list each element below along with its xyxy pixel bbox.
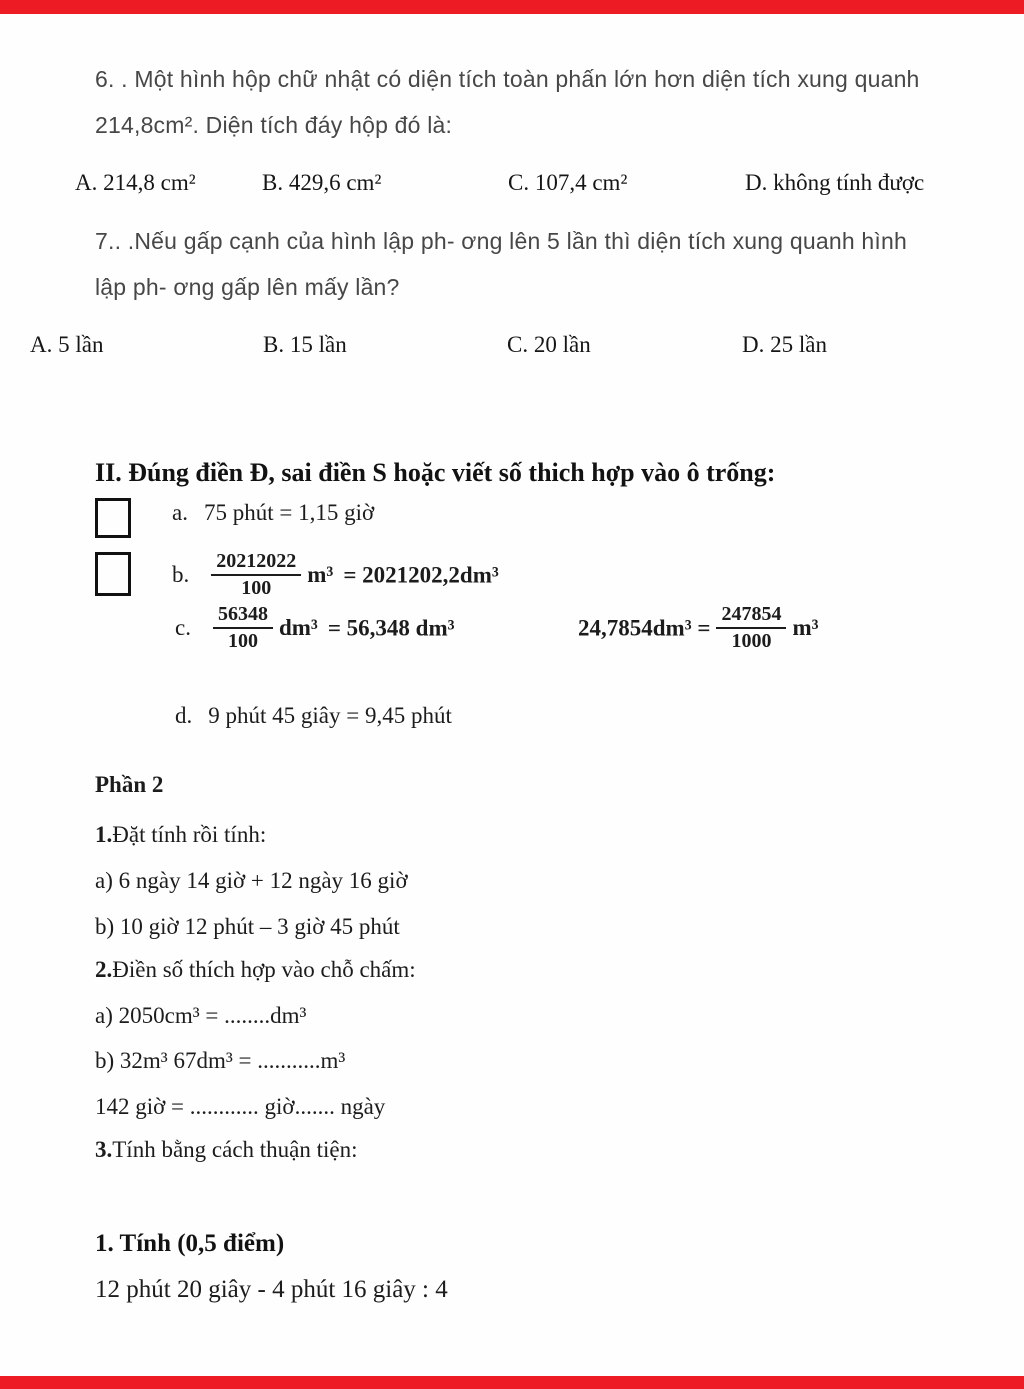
question-7-line-1: 7.. .Nếu gấp cạnh của hình lập ph- ơng lên 5 lần thì diện tích xung quanh hình — [95, 228, 907, 254]
item-b-unit: m³ — [307, 562, 334, 588]
item-d — [175, 703, 452, 729]
task-2-item-c: 142 giờ = ............ giờ....... ngày — [95, 1094, 386, 1119]
task-3-heading — [95, 1137, 358, 1163]
q7-option-b: B. 15 lần — [263, 332, 347, 357]
question-6-line-1: 6. . Một hình hộp chữ nhật có diện tích toàn phấn lớn hơn diện tích xung quanh — [95, 66, 920, 92]
fraction-denominator: 100 — [241, 577, 272, 599]
fraction-denominator: 1000 — [731, 630, 772, 652]
part-2-title: Phần 2 — [95, 772, 164, 797]
item-c-rhs: = 56,348 dm³ — [327, 615, 455, 641]
item-c-fraction — [213, 603, 273, 653]
q6-option-c: C. 107,4 cm² — [508, 170, 628, 195]
task-2-text: Điền số thích hợp vào chỗ chấm: — [112, 957, 416, 982]
task-1-heading — [95, 822, 266, 848]
q6-option-d: D. không tính được — [745, 170, 925, 195]
item-c-unit: dm³ — [278, 615, 318, 641]
q7-option-c: C. 20 lần — [507, 332, 591, 357]
final-expression: 12 phút 20 giây - 4 phút 16 giây : 4 — [95, 1276, 448, 1303]
item-c-label: c. — [175, 615, 191, 641]
task-1-item-a: a) 6 ngày 14 giờ + 12 ngày 16 giờ — [95, 868, 408, 893]
final-heading: 1. Tính (0,5 điểm) — [95, 1230, 285, 1257]
q7-option-a: A. 5 lần — [30, 332, 104, 357]
task-2-item-b: b) 32m³ 67dm³ = ...........m³ — [95, 1048, 346, 1073]
item-c-left — [175, 605, 455, 655]
item-a-label: a. — [172, 500, 188, 525]
task-1-text: Đặt tính rồi tính: — [112, 822, 267, 847]
item-b — [172, 552, 499, 602]
item-c-right-fraction — [716, 603, 786, 653]
fraction-numerator: 20212022 — [211, 550, 301, 576]
item-b-fraction — [211, 550, 301, 600]
item-c-right-lhs: 24,7854dm³ = — [578, 615, 711, 641]
q7-option-d: D. 25 lần — [742, 332, 827, 357]
blank-checkbox-a — [95, 498, 131, 538]
fraction-numerator: 56348 — [213, 603, 273, 629]
q6-option-b: B. 429,6 cm² — [262, 170, 382, 195]
task-2-item-a: a) 2050cm³ = ........dm³ — [95, 1003, 307, 1028]
task-2-number: 2. — [95, 957, 113, 982]
item-c-right — [578, 605, 829, 655]
item-b-rhs: = 2021202,2dm³ — [343, 562, 499, 588]
bottom-red-bar — [0, 1376, 1024, 1389]
item-d-text: 9 phút 45 giây = 9,45 phút — [208, 703, 452, 728]
q6-option-a: A. 214,8 cm² — [75, 170, 196, 195]
task-1-number: 1. — [95, 822, 113, 847]
item-a — [172, 500, 374, 526]
task-2-heading — [95, 957, 416, 983]
item-c-right-unit: m³ — [792, 615, 819, 641]
top-red-bar — [0, 0, 1024, 14]
fraction-numerator: 247854 — [716, 603, 786, 629]
question-6-options — [0, 170, 1024, 204]
fraction-denominator: 100 — [227, 630, 258, 652]
question-7-line-2: lập ph- ơng gấp lên mấy lần? — [95, 274, 400, 300]
blank-checkbox-b — [95, 552, 131, 596]
task-3-text: Tính bằng cách thuận tiện: — [112, 1137, 358, 1162]
item-d-label: d. — [175, 703, 193, 728]
task-3-number: 3. — [95, 1137, 113, 1162]
item-a-text: 75 phút = 1,15 giờ — [203, 500, 375, 525]
question-6-line-2: 214,8cm². Diện tích đáy hộp đó là: — [95, 112, 453, 138]
item-b-label: b. — [172, 562, 190, 588]
task-1-item-b: b) 10 giờ 12 phút – 3 giờ 45 phút — [95, 914, 400, 939]
question-7-options — [0, 332, 1024, 366]
section-2-heading: II. Đúng điền Đ, sai điền S hoặc viết số thich hợp vào ô trống: — [95, 458, 776, 487]
